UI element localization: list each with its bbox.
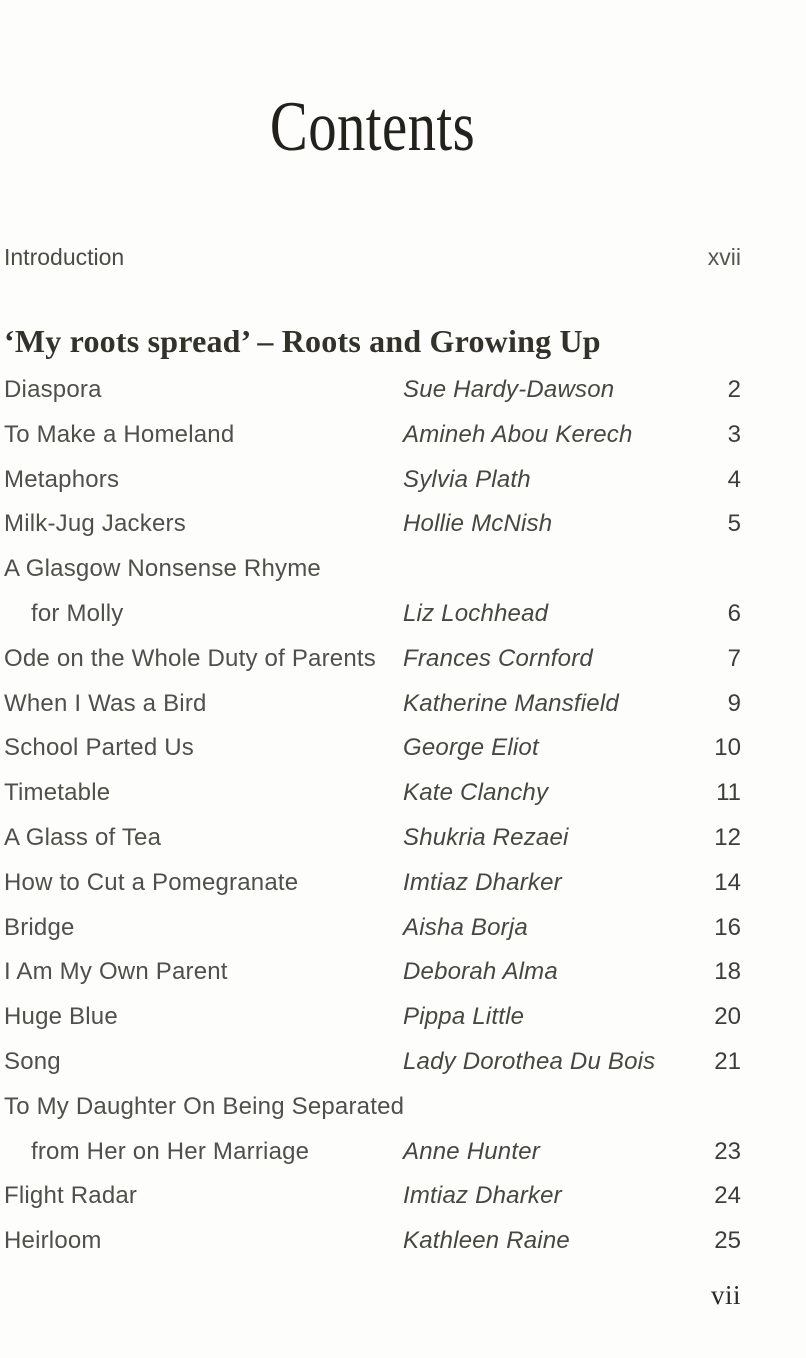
- introduction-row: [4, 244, 741, 271]
- toc-entry-row: [4, 1227, 741, 1272]
- entry-author: Lady Dorothea Du Bois: [403, 1047, 656, 1075]
- entry-title: I Am My Own Parent: [4, 958, 228, 986]
- entry-author: George Eliot: [403, 734, 539, 762]
- entry-title: A Glass of Tea: [4, 823, 162, 851]
- entry-page: 20: [714, 1003, 741, 1031]
- entry-author: Hollie McNish: [403, 510, 553, 538]
- entry-title: Timetable: [4, 779, 111, 807]
- toc-entry-row: [4, 690, 741, 735]
- toc-content-block: [4, 0, 741, 1358]
- entry-title: Metaphors: [4, 465, 120, 493]
- entry-page: 7: [727, 644, 741, 672]
- entry-author: Imtiaz Dharker: [403, 1182, 562, 1210]
- entry-author: Sue Hardy-Dawson: [403, 376, 615, 403]
- entry-page: 6: [727, 599, 741, 627]
- entry-author: Frances Cornford: [403, 644, 593, 672]
- toc-entry-row: [4, 1003, 741, 1048]
- entry-page: 16: [714, 913, 741, 941]
- entry-title: Huge Blue: [4, 1003, 118, 1031]
- toc-entry-row: [4, 421, 741, 466]
- entry-title: Heirloom: [4, 1227, 102, 1255]
- entry-title: To My Daughter On Being Separated: [4, 1092, 405, 1120]
- entry-author: Katherine Mansfield: [403, 689, 619, 717]
- entry-author: Anne Hunter: [403, 1137, 540, 1165]
- toc-entry-row: [4, 779, 741, 824]
- entry-title: for Molly: [31, 599, 124, 627]
- toc-entry-row: [4, 600, 741, 645]
- toc-entry-row: [4, 510, 741, 555]
- entry-page: 4: [727, 465, 741, 493]
- entry-author: Pippa Little: [403, 1003, 525, 1031]
- toc-entry-row: [4, 914, 741, 959]
- entry-title: Diaspora: [4, 376, 102, 403]
- introduction-page-number: xvii: [707, 244, 741, 270]
- entry-page: 21: [714, 1047, 741, 1075]
- entry-page: 24: [714, 1182, 741, 1210]
- toc-entry-row: [4, 734, 741, 779]
- toc-entry-row: [4, 824, 741, 869]
- entry-author: Amineh Abou Kerech: [403, 420, 633, 448]
- entry-author: Liz Lochhead: [403, 599, 549, 627]
- toc-entry-row: [4, 645, 741, 690]
- entry-author: Imtiaz Dharker: [403, 868, 562, 896]
- folio-page-number: vii: [710, 1280, 741, 1310]
- entry-title: from Her on Her Marriage: [31, 1137, 310, 1165]
- toc-entry-row: [4, 1138, 741, 1183]
- entry-author: Shukria Rezaei: [403, 823, 569, 851]
- toc-entry-row: [4, 376, 741, 421]
- entry-author: Kate Clanchy: [403, 779, 549, 807]
- entry-page: 3: [727, 420, 741, 448]
- toc-list: [4, 376, 741, 1272]
- entry-author: Aisha Borja: [403, 913, 528, 941]
- entry-page: 11: [716, 779, 741, 807]
- entry-author: Sylvia Plath: [403, 465, 531, 493]
- toc-entry-row: [4, 1182, 741, 1227]
- entry-title: How to Cut a Pomegranate: [4, 868, 299, 896]
- entry-page: 9: [727, 689, 741, 717]
- entry-page: 18: [714, 958, 741, 986]
- entry-page: 23: [714, 1137, 741, 1165]
- toc-entry-row: [4, 555, 741, 600]
- entry-title: When I Was a Bird: [4, 689, 207, 717]
- entry-title: Ode on the Whole Duty of Parents: [4, 644, 376, 672]
- entry-title: School Parted Us: [4, 734, 194, 762]
- toc-entry-row: [4, 466, 741, 511]
- entry-title: A Glasgow Nonsense Rhyme: [4, 555, 321, 583]
- entry-title: Milk-Jug Jackers: [4, 510, 186, 538]
- entry-page: 5: [727, 510, 741, 538]
- entry-author: Deborah Alma: [403, 958, 558, 986]
- entry-page: 2: [727, 376, 741, 403]
- entry-page: 10: [714, 734, 741, 762]
- entry-author: Kathleen Raine: [403, 1227, 570, 1255]
- page-title: Contents: [269, 88, 476, 166]
- introduction-label: Introduction: [4, 244, 125, 270]
- entry-title: Flight Radar: [4, 1182, 138, 1210]
- section-heading: ‘My roots spread’ – Roots and Growing Up: [4, 323, 601, 359]
- toc-entry-row: [4, 1093, 741, 1138]
- entry-title: Song: [4, 1047, 61, 1075]
- entry-page: 25: [714, 1227, 741, 1255]
- entry-page: 12: [714, 823, 741, 851]
- toc-entry-row: [4, 1048, 741, 1093]
- toc-entry-row: [4, 958, 741, 1003]
- entry-title: Bridge: [4, 913, 75, 941]
- entry-page: 14: [714, 868, 741, 896]
- toc-entry-row: [4, 869, 741, 914]
- entry-title: To Make a Homeland: [4, 420, 235, 448]
